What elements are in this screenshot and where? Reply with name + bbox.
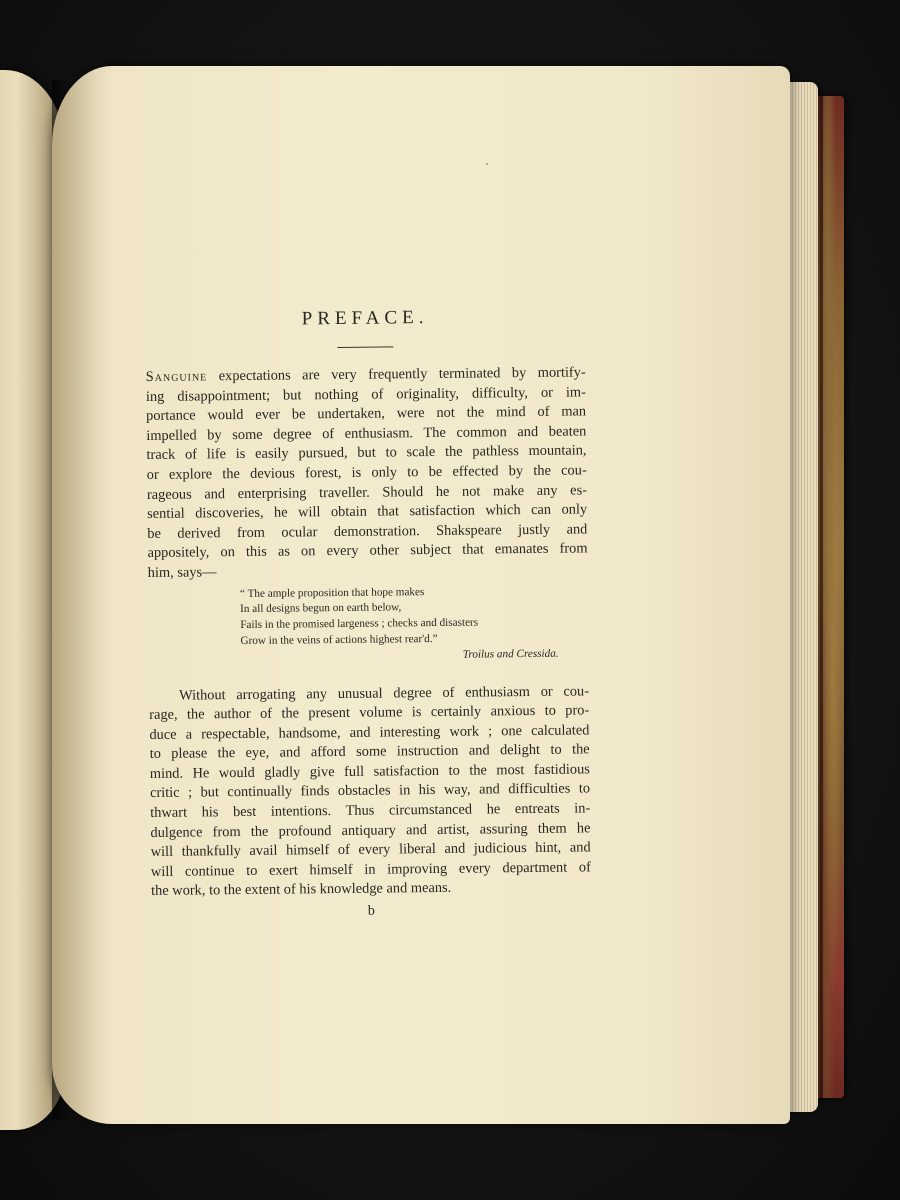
- text-line: Sanguine expectations are very frequently terminated by mortify-: [145, 364, 586, 385]
- text-line: will continue to exert himself in improving every department of: [150, 859, 591, 880]
- paper-speck: [486, 163, 488, 165]
- verse-line: “ The ample proposition that hope makes: [239, 585, 425, 600]
- text-line: appositely, on this as on every other subject that emanates from: [147, 540, 588, 562]
- marbled-cover-edge: [816, 96, 844, 1098]
- text-line: to please the eye, and afford some instruction and delight to the: [149, 741, 590, 763]
- signature-mark: b: [367, 903, 375, 919]
- lead-word: Sanguine: [145, 368, 208, 385]
- page-curl-shade: [52, 66, 112, 1124]
- text-line: portance would ever be undertaken, were not the mind of man: [146, 403, 587, 425]
- paragraph-1: [146, 363, 588, 583]
- title-rule: [337, 346, 393, 348]
- text-line: will thankfully avail himself of every liberal and judicious hint, and: [150, 839, 591, 861]
- text-line: be derived from ocular demonstration. Shakspeare justly and: [147, 521, 588, 542]
- text-line: Without arrogating any unusual degree of enthusiasm or cou-: [178, 682, 590, 704]
- page-title: PREFACE.: [301, 307, 429, 330]
- text-line: rageous and enterprising traveller. Should he not make any es-: [146, 481, 587, 503]
- text-line: impelled by some degree of enthusiasm. The common and beaten: [146, 423, 587, 444]
- paragraph-2: [149, 682, 591, 902]
- text-line: or explore the devious forest, is only to be effected by the cou-: [146, 462, 587, 483]
- text-line: dulgence from the profound antiquary and artist, assuring them he: [150, 820, 591, 841]
- verse-quote: [240, 583, 589, 666]
- verse-line: Grow in the veins of actions highest rear'd.”: [240, 632, 438, 647]
- text-line: mind. He would gladly give full satisfaction to the most fastidious: [149, 761, 590, 782]
- text-line: him, says—: [147, 564, 217, 581]
- text-line: track of life is easily pursued, but to scale the pathless mountain,: [146, 442, 587, 464]
- quote-attribution: Troilus and Cressida.: [462, 647, 559, 661]
- verse-line: In all designs begun on earth below,: [240, 601, 402, 616]
- text-line: sential discoveries, he will obtain that satisfaction which can only: [147, 501, 588, 523]
- text-line: rage, the author of the present volume is certainly anxious to pro-: [149, 702, 590, 724]
- text-line: ing disappointment; but nothing of originality, difficulty, or im-: [145, 383, 586, 405]
- text-line: critic ; but continually finds obstacles in his way, and difficulties to: [149, 780, 591, 802]
- text-line: thwart his best intentions. Thus circumstanced he entreats in-: [150, 800, 591, 822]
- preface-text: [145, 305, 591, 922]
- verse-line: Fails in the promised largeness ; checks and disasters: [240, 616, 479, 632]
- text-line: the work, to the extent of his knowledge and means.: [151, 880, 452, 900]
- text-line: duce a respectable, handsome, and interesting work ; one calculated: [149, 722, 590, 743]
